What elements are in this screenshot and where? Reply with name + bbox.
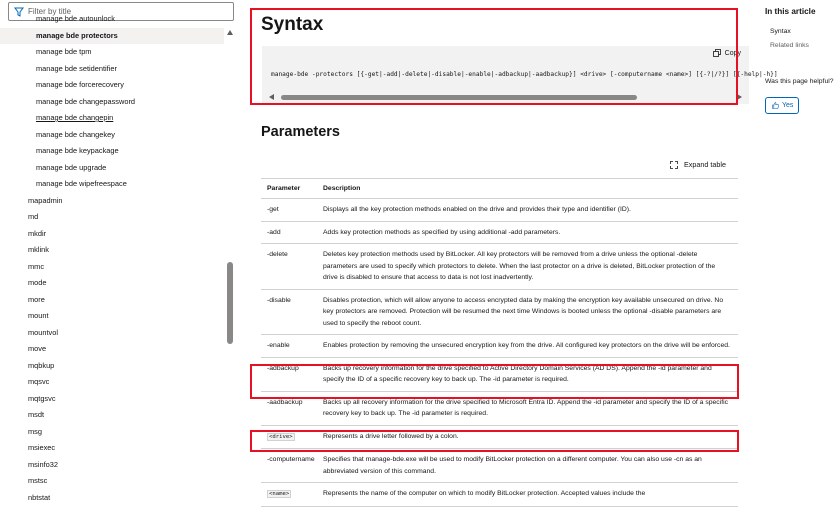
toc-item[interactable]: manage bde autounlock: [36, 14, 115, 23]
param-code: <drive>: [269, 433, 293, 440]
table-row: [261, 199, 738, 222]
toc-item[interactable]: manage bde upgrade: [36, 162, 107, 172]
syntax-heading: Syntax: [261, 14, 324, 35]
toc-item[interactable]: msdt: [28, 410, 45, 419]
toc-item[interactable]: manage bde setidentifier: [36, 63, 117, 73]
param-name: -add: [267, 228, 281, 236]
param-description: Specifies that manage-bde.exe will be used to modify BitLocker protection on a different computer. You can also use -cn as an abbreviated version of this command.: [323, 456, 702, 475]
toc-item[interactable]: mstsc: [28, 476, 48, 485]
param-description: Deletes key protection methods used by BitLocker. All key protectors will be removed from a drive unless the optional -delete parameters are used to specify which protectors to delete. When the last protector on a drive is deleted, BitLocker protection of the drive is disabled to ensure that access to data is not lost inadvertently.: [323, 251, 716, 281]
param-description: Displays all the key protection methods enabled on the drive and provides their type and identifier (ID).: [323, 206, 631, 213]
toc-item[interactable]: mkdir: [28, 228, 47, 238]
syntax-code: manage-bde -protectors [{-get|-add|-delete|-disable|-enable|-adbackup|-aadbackup}] <drive> [-computername <name>] [{-?|/?}] [{-help|-h}]: [271, 71, 778, 78]
param-description: Backs up all recovery information for the drive specified to Microsoft Entra ID. Append the -id parameter and specify the ID of a specific recovery key to back up. The -id parameter is required.: [323, 398, 728, 417]
highlight-syntax-box: [250, 8, 738, 105]
param-name: -disable: [267, 296, 291, 304]
toc-nav: [0, 0, 240, 504]
toc-item[interactable]: manage bde forcerecovery: [36, 80, 124, 89]
toc-item[interactable]: mode: [28, 278, 47, 287]
rail-link-related[interactable]: Related links: [770, 42, 809, 49]
param-description: Disables protection, which will allow anyone to access encrypted data by making the encryption key available unsecured on drive. No key protectors are removed. Protection will be resumed the next time Windows is booted unless the optional -disable parameters are used to specify the reboot count.: [323, 296, 724, 327]
param-name: -adbackup: [267, 364, 299, 372]
toc-item[interactable]: manage bde changepin: [36, 113, 114, 122]
param-name: [261, 488, 323, 501]
toc-item[interactable]: manage bde tpm: [36, 47, 92, 56]
table-row: [261, 222, 738, 245]
toc-item[interactable]: manage bde protectors: [0, 28, 224, 45]
param-name: -enable: [267, 342, 290, 349]
toc-scrollbar[interactable]: [226, 22, 234, 504]
param-description: Adds key protection methods as specified by using additional -add parameters.: [323, 228, 561, 236]
table-row: [261, 290, 738, 336]
toc-item[interactable]: mqtgsvc: [28, 393, 56, 403]
param-name: -computername: [267, 456, 315, 463]
table-row: [261, 483, 738, 507]
feedback-yes-button[interactable]: [765, 97, 799, 114]
right-rail: [765, 0, 834, 504]
toc-item[interactable]: msiexec: [28, 443, 56, 452]
toc-tree: [0, 14, 224, 504]
table-row: [261, 244, 738, 290]
parameters-table: [261, 178, 738, 507]
toc-item[interactable]: manage bde changepassword: [36, 96, 136, 106]
param-description: Represents a drive letter followed by a colon.: [323, 432, 459, 440]
param-name: -delete: [267, 251, 288, 258]
toc-item[interactable]: md: [28, 212, 39, 221]
toc-item[interactable]: move: [28, 344, 47, 353]
expand-icon: [670, 161, 678, 169]
toc-item[interactable]: mqbkup: [28, 360, 55, 370]
expand-table-label: Expand table: [684, 160, 726, 169]
header-parameter: Parameter: [267, 184, 301, 192]
thumbs-up-icon: [772, 102, 779, 109]
toc-item[interactable]: nbtstat: [28, 492, 51, 502]
param-name: -get: [267, 206, 279, 213]
highlight-adbackup-row: [250, 364, 739, 399]
in-this-article-heading: In this article: [765, 7, 816, 16]
param-code: <name>: [269, 491, 290, 497]
param-name: -aadbackup: [267, 398, 303, 406]
toc-item[interactable]: manage bde wipefreespace: [36, 179, 127, 188]
param-description: Backs up recovery information for the drive specified to Active Directory Domain Services (AD DS). Append the -id parameter and specify the ID of a specific recovery key to back up. The -id parameter is required.: [323, 364, 712, 383]
highlight-drive-row: [250, 430, 739, 452]
table-row: [261, 449, 738, 483]
toc-item[interactable]: mmc: [28, 261, 45, 271]
feedback-yes-label: Yes: [782, 102, 794, 109]
param-description: Represents the name of the computer on which to modify BitLocker protection. Accepted values include the: [323, 490, 646, 497]
toc-item[interactable]: manage bde changekey: [36, 129, 115, 139]
parameters-heading: Parameters: [261, 124, 340, 140]
toc-item[interactable]: mount: [28, 311, 49, 320]
rail-link-syntax[interactable]: Syntax: [770, 28, 791, 35]
scroll-up-arrow-icon[interactable]: [227, 30, 233, 35]
header-description: Description: [323, 184, 361, 192]
table-row: [261, 335, 738, 358]
table-header-row: [261, 178, 738, 199]
feedback-question: Was this page helpful?: [765, 78, 834, 85]
scroll-thumb[interactable]: [227, 262, 233, 344]
toc-item[interactable]: mklink: [28, 245, 49, 254]
toc-item[interactable]: manage bde keypackage: [36, 146, 119, 155]
toc-item[interactable]: msg: [28, 426, 42, 436]
toc-item[interactable]: mqsvc: [28, 377, 50, 386]
param-description: Enables protection by removing the unsecured encryption key from the drive. All configured key protectors on the drive will be enforced.: [323, 342, 730, 349]
toc-item[interactable]: mountvol: [28, 327, 58, 337]
toc-item[interactable]: msinfo32: [28, 459, 58, 469]
toc-item[interactable]: more: [28, 294, 45, 304]
toc-item[interactable]: mapadmin: [28, 195, 63, 205]
copy-label: Copy: [724, 49, 741, 57]
expand-table-button[interactable]: [670, 160, 726, 169]
